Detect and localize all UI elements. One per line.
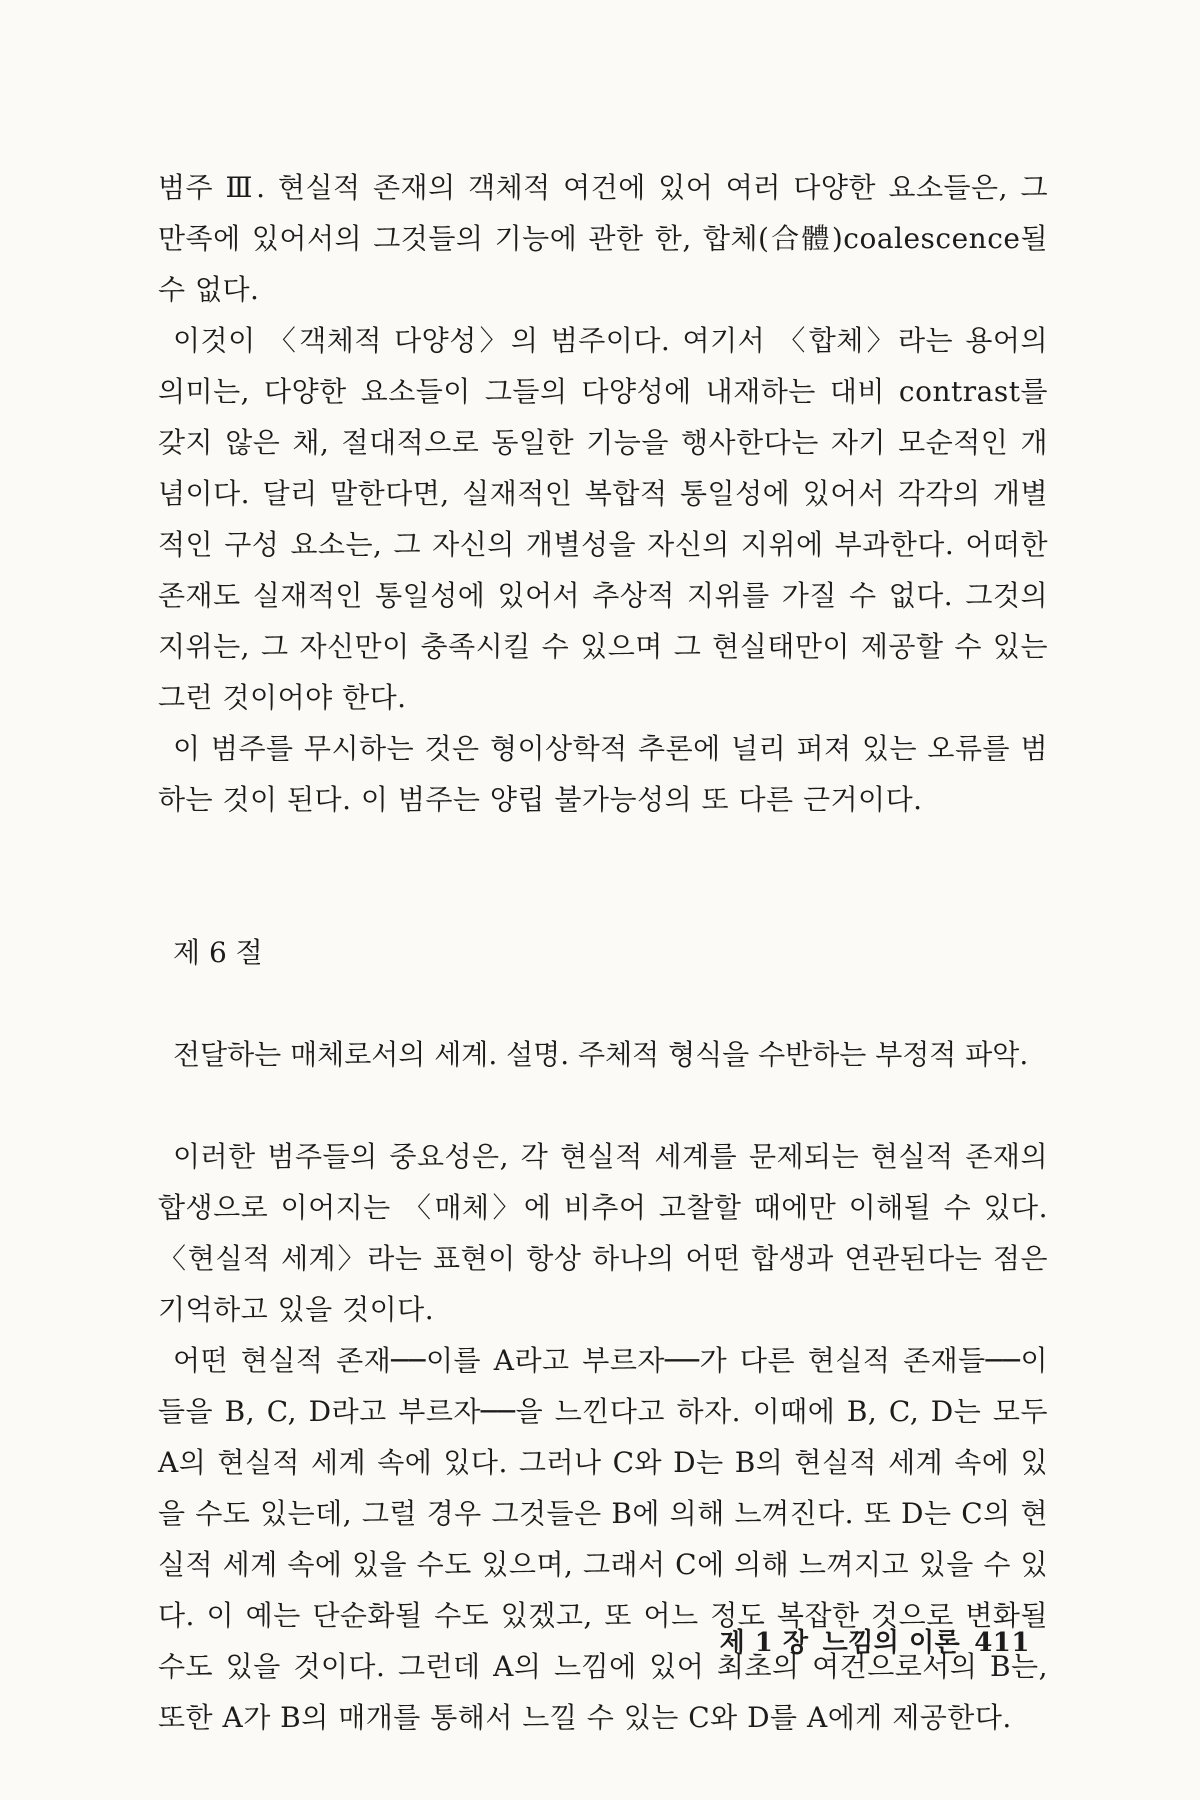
page-footer xyxy=(706,1622,1030,1659)
section-title: 제 6 절 xyxy=(173,936,263,969)
section-subtitle: 전달하는 매체로서의 세계. 설명. 주체적 형식을 수반하는 부정적 파악. xyxy=(173,1038,1029,1071)
footer-chapter-title: 느낌의 이론 xyxy=(822,1628,961,1658)
page-number: 411 xyxy=(974,1628,1030,1658)
paragraph-error: 이 범주를 무시하는 것은 형이상학적 추론에 널리 퍼져 있는 오류를 범하는 것이 된다. 이 범주는 양립 불가능성의 또 다른 근거이다. xyxy=(158,732,1048,816)
paragraph-example: 어떤 현실적 존재──이를 A라고 부르자──가 다른 현실적 존재들──이들을 B, C, D라고 부르자──을 느낀다고 하자. 이때에 B, C, D는 모두 A의 현실적 세계 속에 있다. 그러나 C와 D는 B의 현실적 세계 속에 있을 수도 있는데, 그럴 경우 그것들은 B에 의해 느껴진다. 또 D는 C의 현실적 세계 속에 있을 수도 있으며, 그래서 C에 의해 느껴지고 있을 수 있다. 이 예는 단순화될 수도 있겠고, 또 어느 정도 복잡한 것으로 변화될 수도 있을 것이다. 그런데 A의 느낌에 있어 최초의 여건으로서의 B는, 또한 A가 B의 매개를 통해서 느낄 수 있는 C와 D를 A에게 제공한다. xyxy=(158,1344,1048,1734)
page-body xyxy=(158,162,1048,1734)
footer-chapter: 제 1 장 xyxy=(719,1628,809,1658)
paragraph-importance: 이러한 범주들의 중요성은, 각 현실적 세계를 문제되는 현실적 존재의 합생으로 이어지는 〈매체〉에 비추어 고찰할 때에만 이해될 수 있다. 〈현실적 세계〉라는 표현이 항상 하나의 어떤 합생과 연관된다는 점은 기억하고 있을 것이다. xyxy=(158,1140,1048,1326)
paragraph-category-three: 범주 Ⅲ. 현실적 존재의 객체적 여건에 있어 여러 다양한 요소들은, 그 만족에 있어서의 그것들의 기능에 관한 한, 합체(合體)coalescence될 수 없다. xyxy=(158,171,1048,306)
paragraph-objective-diversity: 이것이 〈객체적 다양성〉의 범주이다. 여기서 〈합체〉라는 용어의 의미는, 다양한 요소들이 그들의 다양성에 내재하는 대비 contrast를 갖지 않은 채, 절대적으로 동일한 기능을 행사한다는 자기 모순적인 개념이다. 달리 말한다면, 실재적인 복합적 통일성에 있어서 각각의 개별적인 구성 요소는, 그 자신의 개별성을 자신의 지위에 부과한다. 어떠한 존재도 실재적인 통일성에 있어서 추상적 지위를 가질 수 없다. 그것의 지위는, 그 자신만이 충족시킬 수 있으며 그 현실태만이 제공할 수 있는 그런 것이어야 한다. xyxy=(158,324,1048,714)
